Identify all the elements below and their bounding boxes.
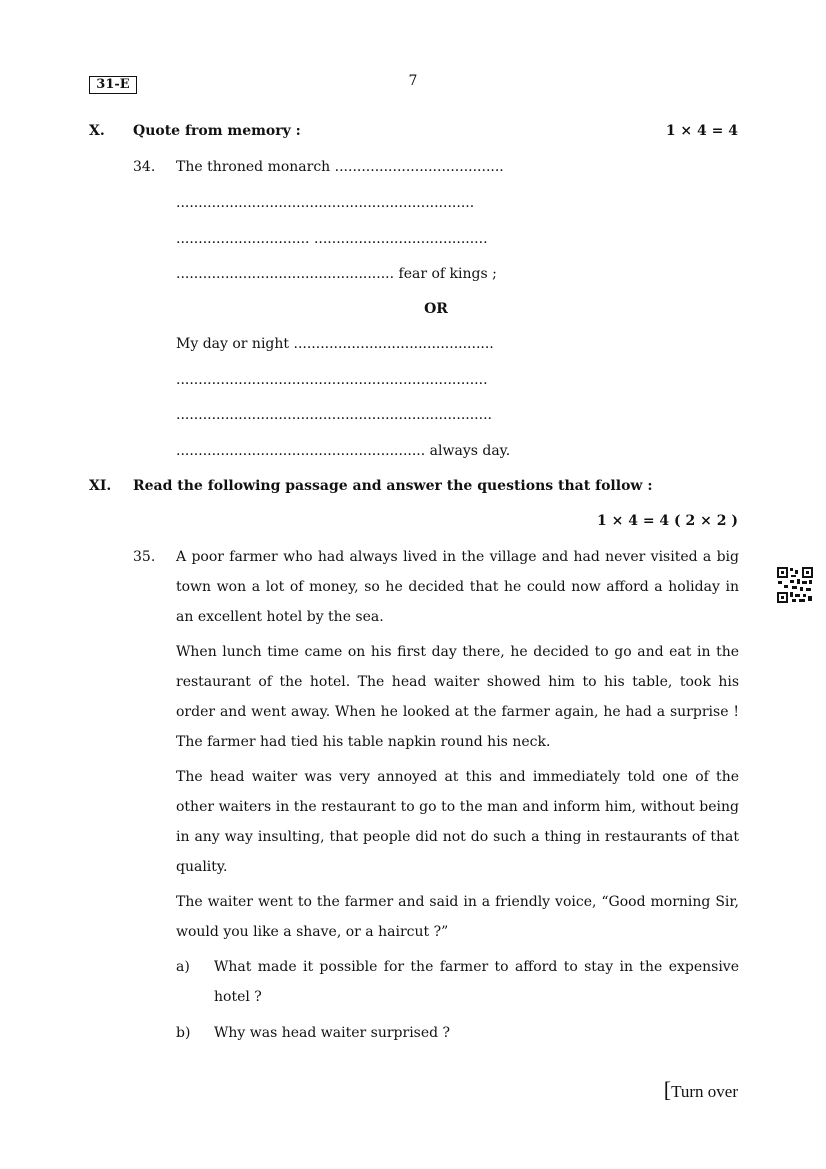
- section-xi-number: XI.: [89, 478, 112, 494]
- or-separator: OR: [424, 301, 448, 317]
- quote-line-1-blank: ......................................: [334, 159, 504, 175]
- alt-line-4-blank: ........................................................: [176, 443, 426, 459]
- alt-line-4-end: always day.: [429, 443, 511, 459]
- alt-line-1: [176, 335, 494, 353]
- alt-line-4: [176, 442, 510, 460]
- section-xi-marks: 1 × 4 = 4 ( 2 × 2 ): [596, 513, 738, 529]
- qr-code-icon: [776, 566, 814, 604]
- passage-paragraph-2: When lunch time came on his first day there, he decided to go and eat in the restaurant of the hotel. The head waiter showed him to his table, took his order and went away. When he looked at the farmer again, he had a surprise ! The farmer had tied his table napkin round his neck.: [176, 644, 739, 750]
- page-number: 7: [408, 73, 418, 89]
- turn-over-text: Turn over: [671, 1082, 738, 1101]
- passage-paragraph-4: The waiter went to the farmer and said in a friendly voice, “Good morning Sir, would you like a shave, or a haircut ?”: [176, 894, 739, 940]
- quote-line-3-blank: .............................. .......................................: [176, 231, 488, 247]
- question-b-text: Why was head waiter surprised ?: [214, 1025, 451, 1041]
- quote-line-4-blank: .................................................: [176, 266, 395, 282]
- question-a-label: a): [176, 959, 190, 975]
- alt-line-1-blank: .............................................: [293, 336, 494, 352]
- question-a-text: What made it possible for the farmer to afford to stay in the expensive hotel ?: [214, 959, 739, 1005]
- quote-line-4-end: fear of kings ;: [398, 266, 497, 282]
- quote-line-4: [176, 265, 497, 283]
- passage-paragraph-1: A poor farmer who had always lived in the village and had never visited a big town won a lot of money, so he decided that he could now afford a holiday in an excellent hotel by the sea.: [176, 549, 739, 625]
- turn-over-bracket: [: [663, 1077, 672, 1102]
- quote-line-1-start: The throned monarch: [176, 159, 331, 175]
- alt-line-1-start: My day or night: [176, 336, 290, 352]
- section-x-marks: 1 × 4 = 4: [665, 123, 738, 139]
- quote-line-1: [176, 158, 504, 176]
- section-xi-title: Read the following passage and answer the questions that follow :: [133, 478, 653, 494]
- section-x-title: Quote from memory :: [133, 123, 301, 139]
- section-x-number: X.: [89, 123, 105, 139]
- turn-over-label: [664, 1077, 738, 1103]
- question-34-number: 34.: [133, 159, 156, 175]
- quote-line-2-blank: ...................................................................: [176, 195, 475, 211]
- alt-line-2-blank: ......................................................................: [176, 372, 488, 388]
- paper-code-box: 31-E: [89, 76, 137, 94]
- question-b-label: b): [176, 1025, 191, 1041]
- question-35-number: 35.: [133, 549, 156, 565]
- passage-paragraph-3: The head waiter was very annoyed at this and immediately told one of the other waiters in the restaurant to go to the man and inform him, without being in any way insulting, that people did not do such a thing in restaurants of that quality.: [176, 769, 739, 875]
- alt-line-3-blank: .......................................................................: [176, 407, 492, 423]
